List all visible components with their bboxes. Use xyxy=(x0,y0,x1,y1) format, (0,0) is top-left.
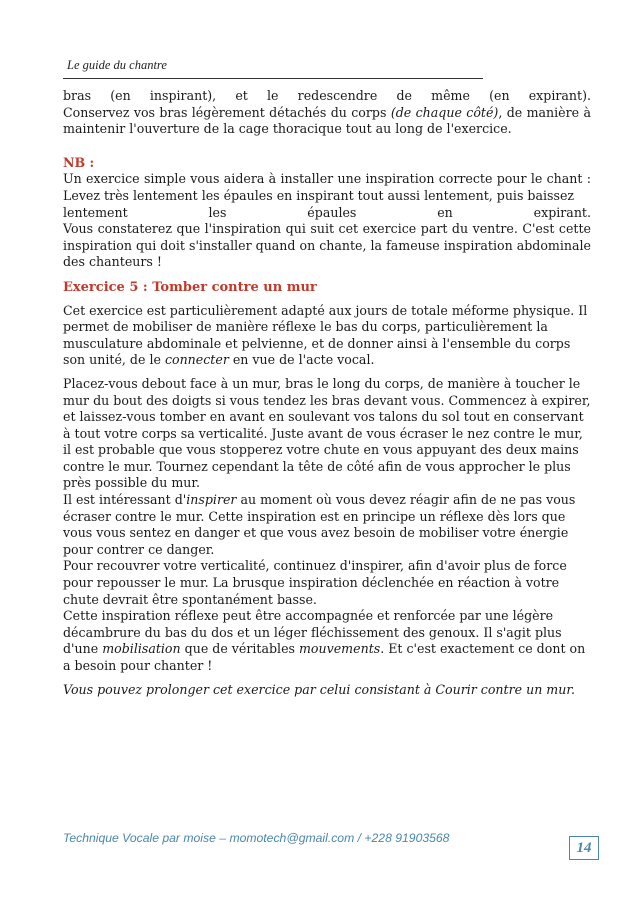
exercise-p1-text-a: Cet exercice est particulièrement adapté aux jours de totale méforme physique. Il permet de mobiliser de manière réflexe le bas du corps, particulièrement la musculature abdominale et pelvienne, et de donner ainsi à l'ensemble du corps son unité, de le xyxy=(63,302,588,368)
exercise-p1-text-c: en vue de l'acte vocal. xyxy=(228,352,375,368)
header-divider xyxy=(63,78,483,79)
nb-label: NB : xyxy=(63,154,95,170)
intro-first-line xyxy=(63,88,591,105)
exercise-p5-text-a: Cette inspiration réflexe peut être accompagnée et renforcée par une légère décambrure du bas du dos et un léger fléchissement des genoux. Il s'agit plus d'une xyxy=(63,608,562,657)
intro-text-c: , de manière à maintenir l'ouverture de la cage thoracique tout au long de l'exercice. xyxy=(63,104,591,137)
exercise-p5-text-c: que de véritables xyxy=(180,641,299,657)
exercise-heading: Exercice 5 : Tomber contre un mur xyxy=(63,279,317,295)
nb-paragraph-3: Vous constaterez que l'inspiration qui suit cet exercice part du ventre. C'est cette inspiration qui doit s'installer quand on chante, la fameuse inspiration abdominale des chanteurs ! xyxy=(63,221,591,270)
running-header-title: Le guide du chantre xyxy=(67,58,167,72)
page-number: 14 xyxy=(569,836,599,860)
exercise-paragraph-1 xyxy=(63,303,591,369)
exercise-p5-emphasis-1: mobilisation xyxy=(102,641,181,657)
exercise-p5-emphasis-2: mouvements xyxy=(298,641,381,657)
exercise-p3-text-a: Il est intéressant d' xyxy=(63,492,187,508)
exercise-p3-text-c: au moment où vous devez réagir afin de ne pas vous écraser contre le mur. Cette inspiration est en principe un réflexe dès lors que vous vous sentez en danger et que vous avez besoin de mobiliser votre énergie pour contrer ce danger. xyxy=(63,492,576,557)
intro-line: bras (en inspirant), et le redescendre de même (en expirant). xyxy=(63,88,591,103)
exercise-p1-emphasis: connecter xyxy=(164,352,229,368)
exercise-closing-text: Vous pouvez prolonger cet exercice par celui consistant à Courir contre un mur. xyxy=(63,681,575,697)
intro-paragraph xyxy=(63,105,591,138)
exercise-paragraph-4: Pour recouvrer votre verticalité, continuez d'inspirer, afin d'avoir plus de force pour repousser le mur. La brusque inspiration déclenchée en réaction à votre chute devrait être spontanément basse. xyxy=(63,558,567,607)
nb-paragraph-2: lentement les épaules en expirant. xyxy=(63,204,591,220)
exercise-paragraph-3 xyxy=(63,492,591,558)
exercise-p3-emphasis: inspirer xyxy=(186,492,237,508)
intro-text-emphasis: (de chaque côté) xyxy=(390,104,499,120)
footer-credits: Technique Vocale par moise – momotech@gmail.com / +228 91903568 xyxy=(63,831,450,845)
nb-paragraph-1: Un exercice simple vous aidera à installer une inspiration correcte pour le chant : Levez très lentement les épaules en inspirant tout aussi lentement, puis baissez xyxy=(63,171,591,203)
exercise-p5-text-e: . Et c'est exactement ce dont on a besoin pour chanter ! xyxy=(63,641,586,673)
exercise-paragraph-5 xyxy=(63,608,591,674)
exercise-closing xyxy=(63,682,591,699)
intro-text-a: Conservez vos bras légèrement détachés du corps xyxy=(63,104,391,120)
page-body xyxy=(63,88,591,698)
exercise-paragraph-2: Placez-vous debout face à un mur, bras le long du corps, de manière à toucher le mur du bout des doigts si vous tendez les bras devant vous. Commencez à expirer, et laissez-vous tomber en avant en soulevant vos talons du sol tout en conservant à tout votre corps sa verticalité. Juste avant de vous écraser le nez contre le mur, il est probable que vous stopperez votre chute en vous appuyant des deux mains contre le mur. Tournez cependant la tête de côté afin de vous approcher le plus près possible du mur. xyxy=(63,375,591,491)
